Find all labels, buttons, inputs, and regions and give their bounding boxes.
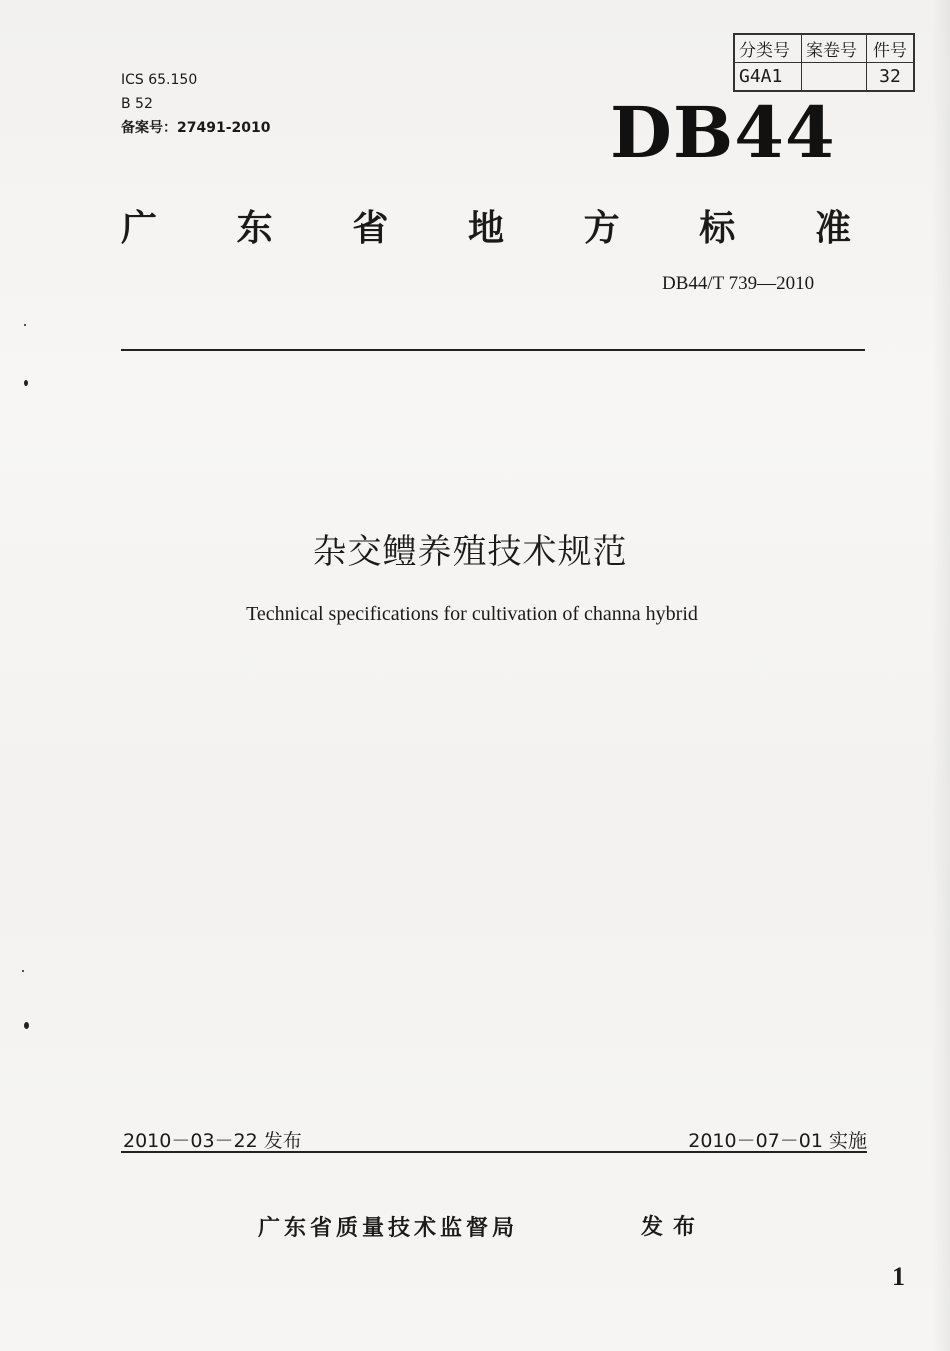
document-title-english: Technical specifications for cultivation of channa hybrid [246,603,698,625]
filing-number: 备案号：27491-2010 [121,120,271,136]
archive-value-item: 32 [867,63,915,92]
scan-speck [24,324,26,326]
footer-divider [121,1151,867,1153]
standard-type-char: 标 [699,208,736,249]
archive-value-category: G4A1 [734,63,802,92]
archive-header-item: 件号 [867,34,915,63]
archive-header-file: 案卷号 [802,34,867,63]
standard-code: DB44/T 739—2010 [662,273,815,294]
classification-block [121,68,270,140]
standard-type-heading [121,200,851,251]
archive-header-category: 分类号 [734,34,802,63]
archive-value-file [802,63,867,92]
archive-value-row [734,63,914,92]
document-title-chinese: 杂交鳢养殖技术规范 [312,532,628,572]
scan-edge-shadow [932,0,950,1351]
archive-header-row [734,34,914,63]
issuing-authority: 广东省质量技术监督局 [258,1216,519,1241]
ics-code: ICS 65.150 [121,72,198,88]
standard-type-char: 准 [814,208,851,249]
standard-type-char: 广 [121,208,158,249]
scan-speck [24,1022,29,1029]
scan-speck [22,970,24,972]
ccs-code: B 52 [121,96,153,112]
archive-stamp-table [733,33,915,92]
publish-label: 发布 [641,1215,706,1240]
scan-speck [24,380,28,386]
header-divider [121,349,865,351]
db44-logo: DB44 [610,91,836,174]
standard-type-char: 方 [583,208,620,249]
standard-type-char: 地 [467,208,504,249]
implementation-date: 2010－07－01 实施 [688,1130,867,1152]
standard-type-char: 东 [236,208,273,249]
issue-date: 2010－03－22 发布 [123,1130,302,1152]
standard-type-char: 省 [352,208,389,249]
page-number: 1 [892,1262,905,1291]
